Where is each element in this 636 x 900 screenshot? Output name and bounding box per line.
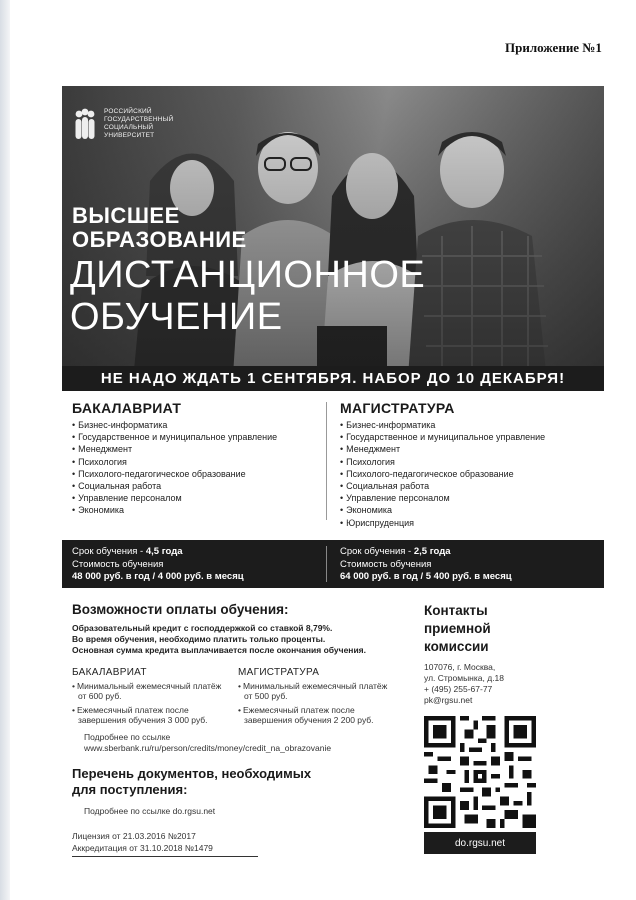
- payment-title: Возможности оплаты обучения:: [72, 602, 289, 617]
- email-link[interactable]: pk@rgsu.net: [424, 695, 473, 705]
- contacts-section: [424, 602, 594, 706]
- university-name: [104, 108, 173, 140]
- payment-section: [72, 602, 392, 656]
- license-underline: [72, 856, 258, 857]
- payment-text: Образовательный кредит с господдержкой со ставкой 8,79%.: [72, 623, 333, 633]
- list-item: • Юриспруденция: [340, 517, 600, 529]
- university-name-line: СОЦИАЛЬНЫЙ: [104, 124, 154, 131]
- documents-more-link[interactable]: Подробнее по ссылке do.rgsu.net: [84, 806, 216, 816]
- credit-link[interactable]: www.sberbank.ru/ru/person/credits/money/credit_na_obrazovanie: [84, 743, 332, 753]
- list-item: • Психология: [340, 456, 600, 468]
- list-item: • Психолого-педагогическое образование: [340, 468, 600, 480]
- qr-code-icon: [424, 716, 536, 828]
- list-item: • Бизнес-информатика: [72, 419, 332, 431]
- headline-line: ВЫСШЕЕ: [72, 203, 180, 228]
- bachelor-programs: [72, 400, 332, 517]
- admission-banner: НЕ НАДО ЖДАТЬ 1 СЕНТЯБРЯ. НАБОР ДО 10 ДЕКАБРЯ!: [62, 366, 604, 391]
- cost-value: 48 000 руб. в год / 4 000 руб. в месяц: [72, 571, 244, 582]
- license-number: Лицензия от 21.03.2016 №2017: [72, 831, 196, 841]
- list-item: • Управление персоналом: [72, 492, 332, 504]
- list-item: • Социальная работа: [340, 480, 600, 492]
- bachelor-title: БАКАЛАВРИАТ: [72, 400, 182, 416]
- list-item: • Менеджмент: [72, 443, 332, 455]
- list-item: • Экономика: [340, 504, 600, 516]
- duration-value: 2,5 года: [413, 546, 451, 557]
- cost-value: 64 000 руб. в год / 5 400 руб. в месяц: [340, 571, 512, 582]
- appendix-label: Приложение №1: [505, 40, 602, 55]
- master-terms: [340, 546, 512, 584]
- phone-number[interactable]: + (495) 255-67-77: [424, 684, 493, 694]
- bachelor-payment-title: БАКАЛАВРИАТ: [72, 667, 147, 678]
- university-logo: [72, 108, 173, 142]
- bachelor-program-list: [72, 419, 332, 517]
- list-item: • Минимальный ежемесячный платёж от 500 руб.: [238, 681, 398, 701]
- accreditation-number: Аккредитация от 31.10.2018 №1479: [72, 843, 213, 853]
- university-logo-icon: [72, 108, 98, 142]
- headline-line: ОБУЧЕНИЕ: [70, 296, 283, 338]
- list-item: • Управление персоналом: [340, 492, 600, 504]
- scan-edge: [0, 0, 10, 900]
- master-payment-title: МАГИСТРАТУРА: [238, 667, 320, 678]
- bachelor-terms: [72, 546, 244, 584]
- cost-label: Стоимость обучения: [72, 558, 164, 570]
- list-item: • Экономика: [72, 504, 332, 516]
- column-divider: [326, 402, 327, 520]
- duration-value: 4,5 года: [145, 546, 183, 557]
- master-program-list: [340, 419, 600, 529]
- address-line: 107076, г. Москва,: [424, 662, 496, 672]
- headline-line: ОБРАЗОВАНИЕ: [72, 227, 247, 252]
- bachelor-payment: [72, 667, 232, 729]
- list-item: • Ежемесячный платеж после завершения обучения 3 000 руб.: [72, 705, 232, 725]
- duration-label: Срок обучения -: [72, 546, 146, 557]
- master-programs: [340, 400, 600, 529]
- list-item: • Психология: [72, 456, 332, 468]
- university-name-line: УНИВЕРСИТЕТ: [104, 132, 155, 139]
- bachelor-payment-list: [72, 681, 232, 725]
- study-terms-bar: [62, 540, 604, 588]
- university-name-line: РОССИЙСКИЙ: [104, 108, 152, 115]
- terms-divider: [326, 546, 327, 582]
- documents-title-line: для поступления:: [72, 782, 188, 797]
- headline-light: [70, 254, 425, 338]
- documents-title-line: Перечень документов, необходимых: [72, 766, 312, 781]
- credit-more-info: [84, 732, 331, 754]
- payment-text: Во время обучения, необходимо платить только проценты.: [72, 634, 326, 644]
- address-line: ул. Стромынка, д.18: [424, 673, 505, 683]
- website-link[interactable]: do.rgsu.net: [424, 832, 536, 854]
- list-item: • Бизнес-информатика: [340, 419, 600, 431]
- list-item: • Ежемесячный платеж после завершения обучения 2 200 руб.: [238, 705, 398, 725]
- contacts-title-line: приемной: [424, 621, 491, 636]
- university-name-line: ГОСУДАРСТВЕННЫЙ: [104, 116, 174, 123]
- documents-title: [72, 766, 311, 798]
- master-title: МАГИСТРАТУРА: [340, 400, 455, 416]
- list-item: • Менеджмент: [340, 443, 600, 455]
- contacts-title-line: Контакты: [424, 603, 488, 618]
- contacts-title: [424, 602, 594, 656]
- list-item: • Государственное и муниципальное управление: [340, 431, 600, 443]
- payment-text: Основная сумма кредита выплачивается после окончания обучения.: [72, 645, 366, 655]
- list-item: • Социальная работа: [72, 480, 332, 492]
- master-payment: [238, 667, 398, 729]
- master-payment-list: [238, 681, 398, 725]
- headline-bold: [72, 204, 247, 252]
- contacts-title-line: комиссии: [424, 639, 489, 654]
- cost-label: Стоимость обучения: [340, 558, 432, 570]
- list-item: • Государственное и муниципальное управление: [72, 431, 332, 443]
- more-label: Подробнее по ссылке: [84, 732, 171, 742]
- list-item: • Минимальный ежемесячный платёж от 600 руб.: [72, 681, 232, 701]
- hero-banner: [62, 86, 604, 391]
- duration-label: Срок обучения -: [340, 546, 414, 557]
- headline-line: ДИСТАНЦИОННОЕ: [70, 254, 426, 296]
- list-item: • Психолого-педагогическое образование: [72, 468, 332, 480]
- license-info: [72, 830, 213, 854]
